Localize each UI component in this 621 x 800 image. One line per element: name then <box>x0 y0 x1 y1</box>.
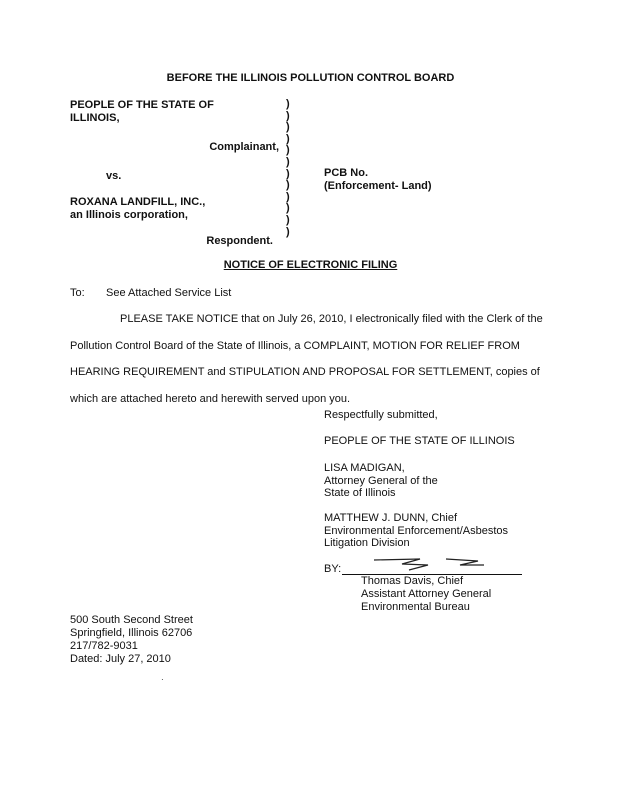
dated-line: Dated: July 27, 2010 <box>70 653 171 665</box>
phone-number: 217/782-9031 <box>70 640 138 652</box>
attorney-general-title-1: Attorney General of the <box>324 474 438 487</box>
paren: ) <box>286 109 290 122</box>
division-chief-title-1: Environmental Enforcement/Asbestos <box>324 524 509 537</box>
paren: ) <box>286 98 290 110</box>
street-address: 500 South Second Street <box>70 614 193 626</box>
party-name: PEOPLE OF THE STATE OF ILLINOIS <box>324 435 515 447</box>
scan-speck: · <box>161 675 164 684</box>
paren: ) <box>286 213 290 226</box>
plaintiff-line-1: PEOPLE OF THE STATE OF <box>70 99 214 111</box>
attorney-general-block <box>324 462 438 500</box>
caption-parentheses <box>286 99 296 238</box>
attorney-general-name: LISA MADIGAN, <box>324 462 405 474</box>
pcb-number-label: PCB No. <box>324 167 368 179</box>
address-block <box>70 614 193 666</box>
respondent-label: Respondent. <box>206 235 273 247</box>
to-line <box>70 287 231 299</box>
complainant-label: Complainant, <box>209 141 279 153</box>
case-number-block <box>324 167 432 193</box>
case-type-label: (Enforcement- Land) <box>324 180 432 192</box>
versus-label: vs. <box>106 170 122 182</box>
paren: ) <box>286 179 290 192</box>
plaintiff-line-2: ILLINOIS, <box>70 112 120 124</box>
paren: ) <box>286 155 290 168</box>
board-heading: BEFORE THE ILLINOIS POLLUTION CONTROL BOARD <box>166 72 455 84</box>
paren: ) <box>286 132 290 145</box>
signer-title-2: Environmental Bureau <box>361 601 470 613</box>
paren: ) <box>286 202 290 215</box>
city-state-zip: Springfield, Illinois 62706 <box>70 627 193 639</box>
closing-text: Respectfully submitted, <box>324 409 438 421</box>
division-chief-title-2: Litigation Division <box>324 537 410 549</box>
notice-title: NOTICE OF ELECTRONIC FILING <box>223 259 398 271</box>
paren: ) <box>286 121 290 134</box>
notice-paragraph <box>70 306 546 412</box>
defendant-line-1: ROXANA LANDFILL, INC., <box>70 196 206 208</box>
by-label: BY: <box>324 563 342 575</box>
division-chief-block <box>324 512 508 550</box>
division-chief-name: MATTHEW J. DUNN, Chief <box>324 512 458 524</box>
to-value: See Attached Service List <box>106 287 232 299</box>
paren: ) <box>286 167 290 180</box>
paren: ) <box>286 190 290 203</box>
to-label: To: <box>70 287 85 299</box>
signer-title-1: Assistant Attorney General <box>361 588 492 600</box>
signer-block <box>361 575 491 614</box>
defendant-line-2: an Illinois corporation, <box>70 209 188 221</box>
notice-body-text: PLEASE TAKE NOTICE that on July 26, 2010, I electronically filed with the Clerk of the Pollution Control Board of the State of Illinois, a COMPLAINT, MOTION FOR RELIEF FROM HEARING REQUIREMENT and STIPULATION AND PROPOSAL FOR SETTLEMENT, copies of which are attached hereto and herewith served upon you. <box>70 313 543 405</box>
case-caption-parties <box>70 99 285 248</box>
handwritten-signature <box>368 551 488 573</box>
paren: ) <box>286 225 290 238</box>
signer-name: Thomas Davis, Chief <box>361 575 464 587</box>
paren: ) <box>286 144 290 157</box>
attorney-general-title-2: State of Illinois <box>324 487 396 499</box>
